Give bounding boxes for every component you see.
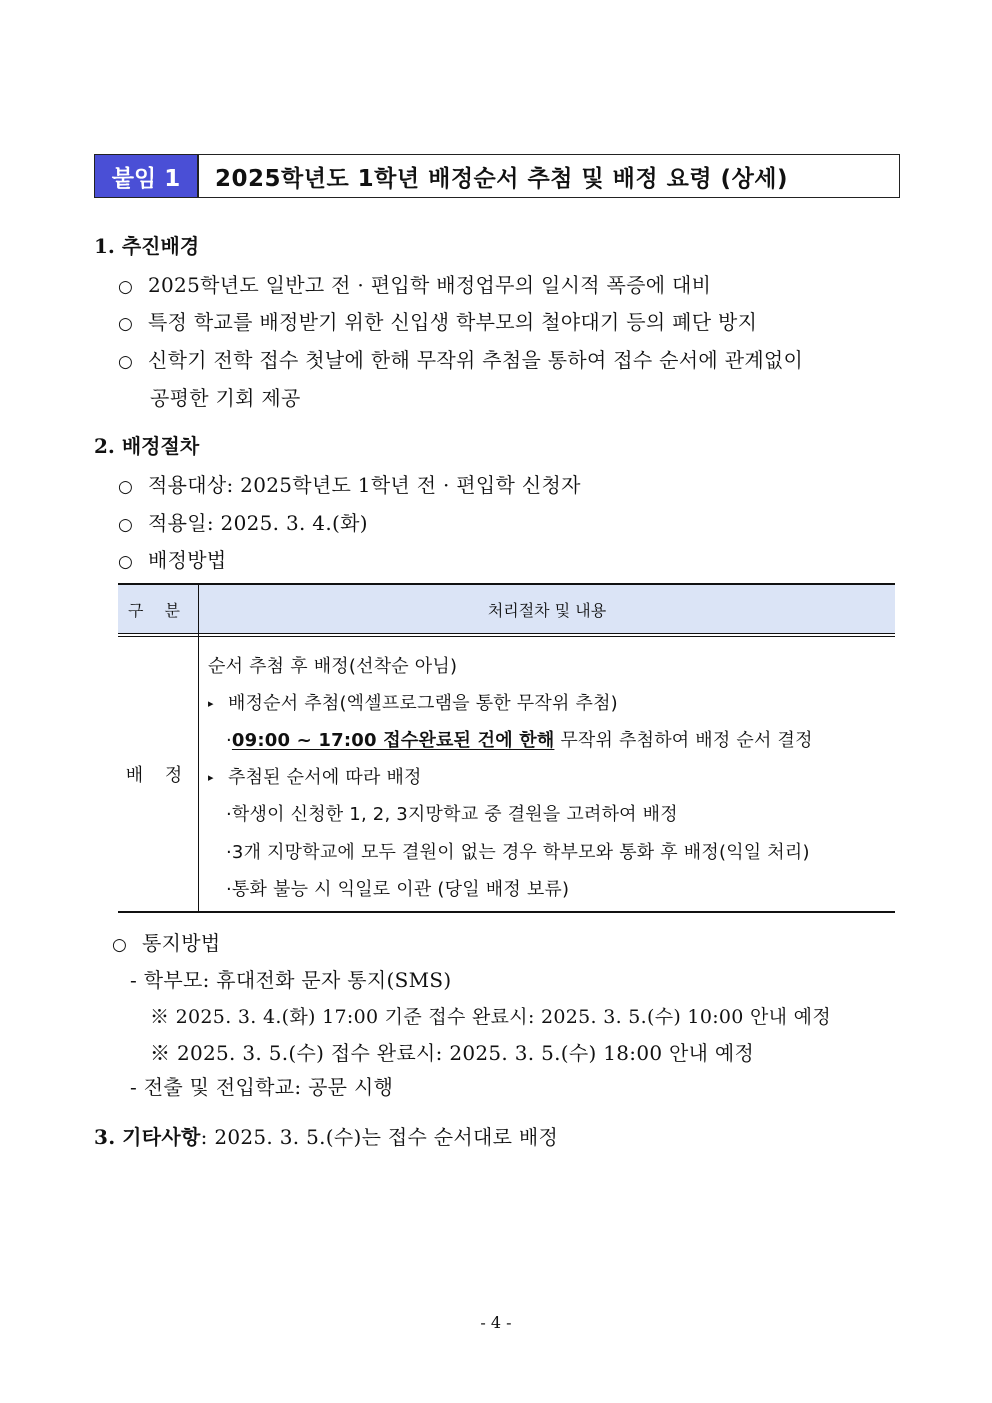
table-line-4: [208, 763, 422, 789]
section1-item-3: [118, 344, 803, 373]
circle-bullet-icon: ○: [118, 515, 134, 535]
table-line-2-text: 배정순서 추첨(엑셀프로그램을 통한 무작위 추첨): [228, 693, 618, 714]
section1-item-1: [118, 269, 711, 298]
circle-bullet-icon: ○: [118, 277, 134, 297]
table-header-content: 처리절차 및 내용: [487, 600, 607, 620]
title-box: [94, 154, 900, 198]
section2-title: 배정절차: [121, 434, 200, 458]
section2-item-3-text: 배정방법: [148, 548, 227, 572]
notify-note-2: ※ 2025. 3. 5.(수) 접수 완료시: 2025. 3. 5.(수) 18:00 안내 예정: [150, 1041, 755, 1065]
table-header-category: 구 분: [128, 600, 188, 620]
section2-heading: [94, 430, 199, 459]
section2-item-1: [118, 469, 581, 498]
section2-item-2-text: 적용일: 2025. 3. 4.(화): [148, 511, 368, 535]
circle-bullet-icon: ○: [112, 935, 128, 955]
circle-bullet-icon: ○: [118, 314, 134, 334]
table-header-divider: [118, 633, 895, 634]
section1-item-3-text: 신학기 전학 접수 첫날에 한해 무작위 추첨을 통하여 접수 순서에 관계없이: [148, 348, 804, 372]
table-row-label: 배 정: [125, 765, 191, 786]
attachment-tag: 붙임 1: [95, 155, 199, 197]
notify-parent: - 학부모: 휴대전화 문자 통지(SMS): [130, 968, 452, 992]
section1-item-2: [118, 306, 757, 335]
table-header-divider: [118, 636, 895, 637]
table-line-5: ·학생이 신청한 1, 2, 3지망학교 중 결원을 고려하여 배정: [226, 804, 678, 825]
section2-number: 2.: [94, 434, 115, 458]
notify-school: - 전출 및 전입학교: 공문 시행: [130, 1075, 394, 1099]
table-line-6: ·3개 지망학교에 모두 결원이 없는 경우 학부모와 통화 후 배정(익일 처리): [226, 842, 810, 863]
section1-title: 추진배경: [121, 234, 200, 258]
middle-dot-icon: ·: [226, 730, 232, 751]
section1-item-1-text: 2025학년도 일반고 전 · 편입학 배정업무의 일시적 폭증에 대비: [148, 273, 712, 297]
table-column-divider: [198, 585, 199, 911]
table-line-1: 순서 추첨 후 배정(선착순 아님): [208, 656, 458, 677]
section3: [94, 1121, 558, 1150]
table-line-3-text: 무작위 추첨하여 배정 순서 결정: [554, 730, 813, 751]
section1-heading: [94, 230, 199, 259]
table-line-4-text: 추첨된 순서에 따라 배정: [228, 767, 422, 788]
circle-bullet-icon: ○: [118, 477, 134, 497]
table-line-3: [226, 726, 813, 752]
section1-item-2-text: 특정 학교를 배정받기 위한 신입생 학부모의 철야대기 등의 폐단 방지: [148, 310, 758, 334]
section3-title: 기타사항: [122, 1125, 201, 1149]
table-line-7: ·통화 불능 시 익일로 이관 (당일 배정 보류): [226, 879, 570, 900]
section2-item-2: [118, 507, 368, 536]
section3-number: 3.: [94, 1125, 116, 1149]
notify-heading-text: 통지방법: [142, 931, 221, 955]
notify-note-1: ※ 2025. 3. 4.(화) 17:00 기준 접수 완료시: 2025. 3. 5.(수) 10:00 안내 예정: [150, 1006, 831, 1028]
table-bottom-rule: [118, 911, 895, 913]
circle-bullet-icon: ○: [118, 352, 134, 372]
table-line-2: [208, 689, 618, 715]
section2-item-3: [118, 544, 226, 573]
circle-bullet-icon: ○: [118, 552, 134, 572]
assignment-method-table: [118, 583, 895, 913]
triangle-bullet-icon: ▸: [208, 771, 214, 784]
triangle-bullet-icon: ▸: [208, 697, 214, 710]
page-number: - 4 -: [480, 1313, 512, 1332]
section1-number: 1.: [94, 234, 115, 258]
section2-item-1-text: 적용대상: 2025학년도 1학년 전 · 편입학 신청자: [148, 473, 581, 497]
notify-heading: [112, 927, 220, 956]
table-line-3-emphasis: 09:00 ~ 17:00 접수완료된 건에 한해: [231, 730, 555, 751]
section1-item-3-continued: 공평한 기회 제공: [150, 386, 301, 410]
section3-text: : 2025. 3. 5.(수)는 접수 순서대로 배정: [200, 1125, 559, 1149]
document-title: 2025학년도 1학년 배정순서 추첨 및 배정 요령 (상세): [215, 165, 789, 192]
